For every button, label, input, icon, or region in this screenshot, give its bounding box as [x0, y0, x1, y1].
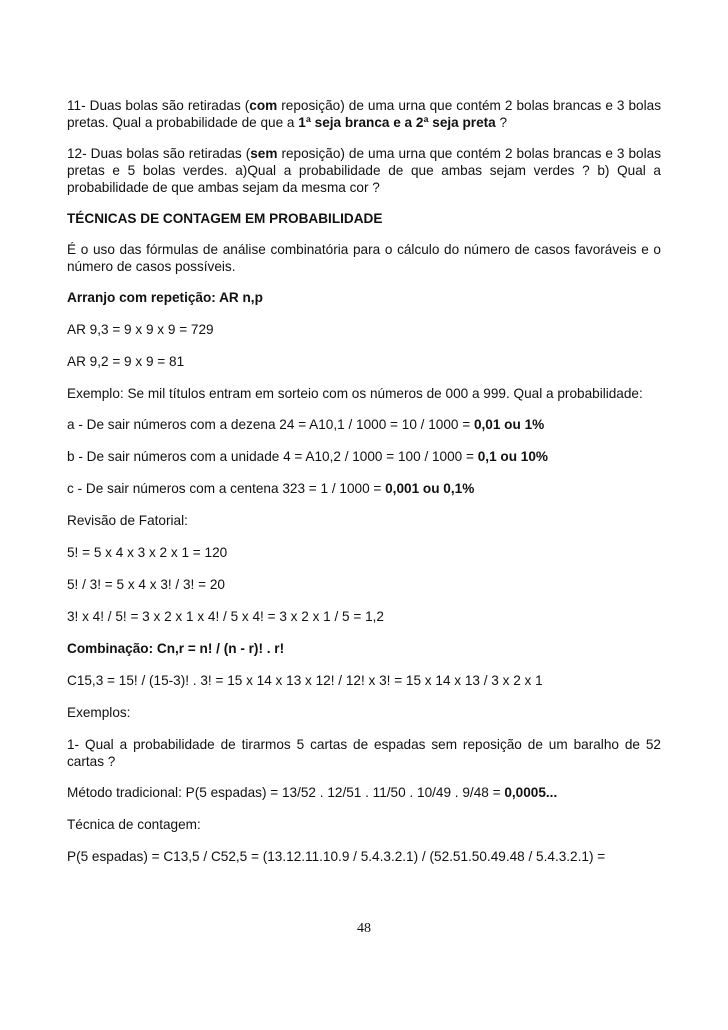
question-11-condition: 1ª seja branca e a 2ª seja preta	[298, 115, 496, 130]
combinacao-heading: Combinação: Cn,r = n! / (n - r)! . r!	[67, 641, 285, 656]
metodo-result: 0,0005...	[504, 785, 558, 800]
exemplos-heading: Exemplos:	[67, 705, 131, 720]
question-12: 12- Duas bolas são retiradas (sem reposição) de uma urna que contém 2 bolas brancas e 3 bolas pretas e 5 bolas verdes. a)Qual a probabilidade de que ambas sejam verdes ? b) Qual a probabilidade de que ambas sejam da mesma cor ?	[67, 146, 661, 195]
exemplo-item-b: b - De sair números com a unidade 4 = A10,2 / 1000 = 100 / 1000 = 0,1 ou 10%	[67, 449, 548, 464]
arranjo-line-1: AR 9,3 = 9 x 9 x 9 = 729	[67, 322, 214, 337]
exemplo-c-result: 0,001 ou 0,1%	[385, 481, 475, 496]
exemplo-item-c: c - De sair números com a centena 323 = 1 / 1000 = 0,001 ou 0,1%	[67, 481, 475, 496]
page-number: 48	[357, 921, 371, 936]
fatorial-heading: Revisão de Fatorial:	[67, 513, 188, 528]
fatorial-line-1: 5! = 5 x 4 x 3 x 2 x 1 = 120	[67, 545, 228, 560]
exemplo-a-result: 0,01 ou 1%	[473, 417, 545, 432]
document-body	[67, 97, 661, 880]
intro-paragraph: É o uso das fórmulas de análise combinatória para o cálculo do número de casos favoráveis e o número de casos possíveis.	[67, 242, 661, 274]
fatorial-line-2: 5! / 3! = 5 x 4 x 3! / 3! = 20	[67, 577, 225, 592]
keyword-com: com	[249, 98, 278, 113]
arranjo-heading: Arranjo com repetição: AR n,p	[67, 290, 263, 305]
tecnica-contagem: Técnica de contagem:	[67, 817, 201, 832]
metodo-tradicional: Método tradicional: P(5 espadas) = 13/52 . 12/51 . 11/50 . 10/49 . 9/48 = 0,0005...	[67, 785, 558, 800]
keyword-sem: sem	[250, 146, 278, 161]
arranjo-line-2: AR 9,2 = 9 x 9 = 81	[67, 354, 185, 369]
combinacao-line-1: C15,3 = 15! / (15-3)! . 3! = 15 x 14 x 13 x 12! / 12! x 3! = 15 x 14 x 13 / 3 x 2 x 1	[67, 673, 543, 688]
exemplo-b-result: 0,1 ou 10%	[477, 449, 548, 464]
section-title: TÉCNICAS DE CONTAGEM EM PROBABILIDADE	[67, 211, 383, 226]
tecnica-formula: P(5 espadas) = C13,5 / C52,5 = (13.12.11.10.9 / 5.4.3.2.1) / (52.51.50.49.48 / 5.4.3.2.1) =	[67, 849, 606, 864]
fatorial-line-3: 3! x 4! / 5! = 3 x 2 x 1 x 4! / 5 x 4! = 3 x 2 x 1 / 5 = 1,2	[67, 609, 384, 624]
exemplos-question-1: 1- Qual a probabilidade de tirarmos 5 cartas de espadas sem reposição de um baralho de 52 cartas ?	[67, 737, 661, 769]
question-11: 11- Duas bolas são retiradas (com reposição) de uma urna que contém 2 bolas brancas e 3 bolas pretas. Qual a probabilidade de que a 1ª seja branca e a 2ª seja preta ?	[67, 98, 661, 130]
exemplo-text: Exemplo: Se mil títulos entram em sorteio com os números de 000 a 999. Qual a probabilidade:	[67, 386, 643, 401]
exemplo-item-a: a - De sair números com a dezena 24 = A10,1 / 1000 = 10 / 1000 = 0,01 ou 1%	[67, 417, 545, 432]
